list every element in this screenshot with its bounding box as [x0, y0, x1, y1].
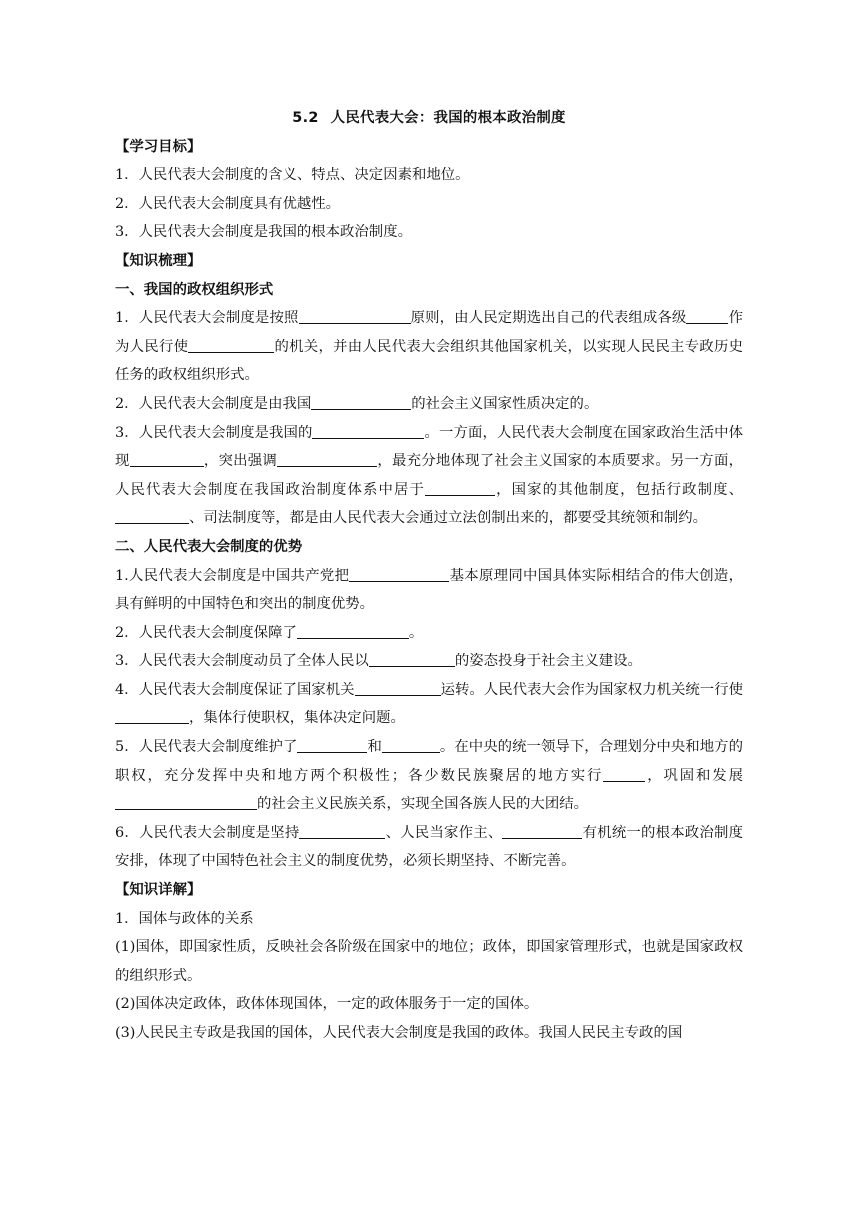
fill-blank[interactable] — [115, 708, 189, 724]
part2-item-4: 4．人民代表大会制度保证了国家机关 运转。人民代表大会作为国家权力机关统一行使，集体行使职权，集体决定问题。 — [115, 681, 743, 727]
goals-heading: 【学习目标】 — [115, 138, 202, 155]
part2-item-1: 1.人民代表大会制度是中国共产党把 基本原理同中国具体实际相结合的伟大创造，具有鲜明的中国特色和突出的制度优势。 — [115, 567, 743, 613]
fill-blank[interactable] — [369, 651, 455, 667]
detail-item-4: (3)人民民主专政是我国的国体，人民代表大会制度是我国的政体。我国人民民主专政的国 — [115, 1025, 683, 1041]
fill-blank[interactable] — [311, 394, 411, 410]
part2-item-2: 2．人民代表大会制度保障了 。 — [115, 624, 424, 641]
fill-blank[interactable] — [277, 451, 377, 467]
title-number: 5.2 — [292, 110, 319, 126]
fill-blank[interactable] — [603, 766, 631, 782]
part1-heading: 一、我国的政权组织形式 — [115, 281, 274, 298]
fill-blank[interactable] — [312, 423, 424, 439]
fill-blank[interactable] — [299, 308, 411, 324]
fill-blank[interactable] — [349, 566, 449, 582]
part1-item-2: 2．人民代表大会制度是由我国 的社会主义国家性质决定的。 — [115, 395, 599, 412]
fill-blank[interactable] — [502, 823, 582, 839]
detail-item-2: (1)国体，即国家性质，反映社会各阶级在国家中的地位；政体，即国家管理形式，也就是国家政权的组织形式。 — [115, 939, 743, 984]
document-page — [115, 104, 743, 1048]
review-heading: 【知识梳理】 — [115, 252, 202, 269]
fill-blank[interactable] — [297, 623, 409, 639]
detail-heading: 【知识详解】 — [115, 882, 202, 899]
detail-item-3: (2)国体决定政体，政体体现国体，一定的政体服务于一定的国体。 — [115, 996, 539, 1013]
part1-item-3: 3．人民代表大会制度是我国的 。一方面，人民代表大会制度在国家政治生活中体现 ，突出强调 ，最充分地体现了社会主义国家的本质要求。另一方面，人民代表大会制度在我国政治制度体系中居于 ，国家的其他制度，包括行政制度、、司法制度等，都是由人民代表大会通过立法创制出来的，都要受其统领和制约。 — [115, 424, 743, 527]
goal-item-1: 1．人民代表大会制度的含义、特点、决定因素和地位。 — [115, 167, 470, 184]
part2-item-6: 6．人民代表大会制度是坚持 、人民当家作主、 有机统一的根本政治制度安排，体现了中国特色社会主义的制度优势，必须长期坚持、不断完善。 — [115, 824, 743, 870]
part1-item-1: 1．人民代表大会制度是按照 原则，由人民定期选出自己的代表组成各级 作为人民行使 的机关，并由人民代表大会组织其他国家机关，以实现人民民主专政历史任务的政权组织形式。 — [115, 310, 743, 384]
fill-blank[interactable] — [115, 794, 257, 810]
fill-blank[interactable] — [686, 308, 714, 324]
fill-blank[interactable] — [299, 823, 385, 839]
fill-blank[interactable] — [382, 737, 440, 753]
fill-blank[interactable] — [297, 737, 367, 753]
part2-heading: 二、人民代表大会制度的优势 — [115, 538, 303, 555]
goal-item-2: 2．人民代表大会制度具有优越性。 — [115, 195, 341, 212]
part2-item-5: 5．人民代表大会制度维护了 和 。在中央的统一领导下，合理划分中央和地方的职权，充分发挥中央和地方两个积极性；各少数民族聚居的地方实行 ，巩固和发展的社会主义民族关系，实现全国各族人民的大团结。 — [115, 739, 743, 813]
detail-item-1: 1．国体与政体的关系 — [115, 910, 254, 927]
fill-blank[interactable] — [130, 451, 204, 467]
title-text: 人民代表大会：我国的根本政治制度 — [330, 110, 566, 126]
fill-blank[interactable] — [631, 766, 645, 782]
page-title — [115, 104, 743, 133]
fill-blank[interactable] — [188, 337, 274, 353]
part2-item-3: 3．人民代表大会制度动员了全体人民以 的姿态投身于社会主义建设。 — [115, 653, 642, 670]
fill-blank[interactable] — [714, 308, 728, 324]
goal-item-3: 3．人民代表大会制度是我国的根本政治制度。 — [115, 224, 412, 241]
fill-blank[interactable] — [425, 480, 495, 496]
fill-blank[interactable] — [355, 680, 441, 696]
fill-blank[interactable] — [115, 508, 189, 524]
